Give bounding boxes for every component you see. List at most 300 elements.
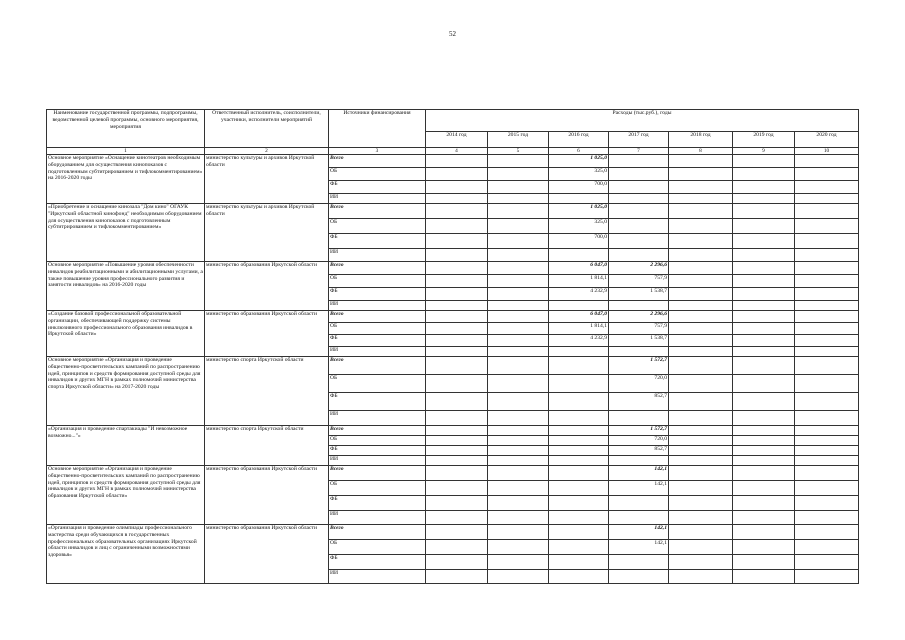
expense-value-cell [488, 466, 549, 481]
expense-value-cell [669, 540, 733, 555]
expense-value-cell [733, 262, 795, 275]
expense-value-cell: 1 572,7 [609, 426, 669, 436]
expense-value-cell [733, 411, 795, 426]
expense-value-cell [549, 511, 609, 525]
funding-source-cell: ОБ [329, 168, 426, 181]
expense-value-cell [669, 219, 733, 234]
expense-value-cell [426, 540, 488, 555]
column-number: 8 [669, 148, 733, 155]
expense-value-cell [733, 393, 795, 411]
expense-value-cell: 1 025,0 [549, 204, 609, 219]
expense-value-cell: 4 232,9 [549, 335, 609, 347]
table-row [47, 204, 859, 219]
expense-value-cell [795, 311, 859, 323]
expense-value-cell [609, 301, 669, 311]
funding-source-cell: ИИ [329, 347, 426, 357]
expense-value-cell [733, 375, 795, 393]
expense-value-cell [795, 466, 859, 481]
expense-value-cell [795, 357, 859, 375]
funding-source-cell: Всего [329, 525, 426, 540]
expense-value-cell [669, 234, 733, 249]
expense-value-cell [733, 204, 795, 219]
expense-value-cell [733, 168, 795, 181]
expense-value-cell [426, 262, 488, 275]
expense-value-cell [426, 301, 488, 311]
expense-value-cell [426, 411, 488, 426]
expense-value-cell [669, 456, 733, 466]
expense-value-cell [733, 555, 795, 570]
expense-value-cell [426, 481, 488, 496]
funding-source-cell: Всего [329, 311, 426, 323]
column-number: 7 [609, 148, 669, 155]
expense-value-cell [795, 347, 859, 357]
expense-value-cell [549, 436, 609, 446]
expense-value-cell [669, 511, 733, 525]
header-expenses: Расходы (тыс.руб.), годы [426, 110, 859, 132]
funding-source-cell: ИИ [329, 511, 426, 525]
expense-value-cell [669, 375, 733, 393]
expense-value-cell [795, 555, 859, 570]
funding-source-cell: ОБ [329, 481, 426, 496]
expense-value-cell [549, 411, 609, 426]
funding-source-cell: Всего [329, 357, 426, 375]
funding-source-cell: ОБ [329, 219, 426, 234]
expense-value-cell [733, 181, 795, 194]
expense-value-cell [488, 393, 549, 411]
expense-value-cell [733, 323, 795, 335]
expense-value-cell [795, 393, 859, 411]
expense-value-cell [488, 570, 549, 584]
table-body [47, 155, 859, 584]
expense-value-cell [733, 335, 795, 347]
expense-value-cell [733, 436, 795, 446]
expense-value-cell [426, 219, 488, 234]
expense-value-cell [488, 249, 549, 262]
expense-value-cell [488, 335, 549, 347]
expense-value-cell [426, 204, 488, 219]
funding-source-cell: ФБ [329, 181, 426, 194]
expense-value-cell: 2 296,6 [609, 262, 669, 275]
expense-value-cell: 1 538,7 [609, 288, 669, 301]
expense-value-cell [609, 411, 669, 426]
table-row [47, 262, 859, 275]
expense-value-cell [488, 347, 549, 357]
funding-source-cell: ОБ [329, 540, 426, 555]
header-executor: Ответственный исполнитель, соисполнители, участники, исполнители мероприятий [205, 110, 329, 148]
executor-cell: министерство образования Иркутской области [205, 466, 329, 525]
expense-value-cell [669, 194, 733, 204]
expense-value-cell [609, 456, 669, 466]
funding-source-cell: ОБ [329, 375, 426, 393]
header-year: 2014 год [426, 132, 488, 148]
expense-value-cell [669, 393, 733, 411]
table-row [47, 155, 859, 168]
expense-value-cell [733, 347, 795, 357]
column-number: 4 [426, 148, 488, 155]
expense-value-cell [426, 323, 488, 335]
funding-source-cell: Всего [329, 204, 426, 219]
header-source: Источники финансирования [329, 110, 426, 148]
expense-value-cell [549, 426, 609, 436]
program-name-cell: Основное мероприятие «Повышение уровня обеспеченности инвалидов реабилитационными и абилитационными услугами, а также повышение уровня профессионального развития и занятости инвалидов» на 2016-2020 годы [47, 262, 205, 311]
expense-value-cell [795, 411, 859, 426]
program-name-cell: «Создание базовой профессиональной образовательной организации, обеспечивающей поддержку системы инклюзивного профессионального образования инвалидов в Иркутской области» [47, 311, 205, 357]
expense-value-cell [733, 570, 795, 584]
expense-value-cell [488, 446, 549, 456]
header-program: Наименование государственной программы, подпрограммы, ведомственной целевой программы, основного мероприятия, мероприятия [47, 110, 205, 148]
expense-value-cell [795, 426, 859, 436]
expense-value-cell [549, 393, 609, 411]
expense-value-cell [733, 234, 795, 249]
expense-value-cell [488, 357, 549, 375]
expense-value-cell: 700,0 [549, 234, 609, 249]
expense-value-cell: 720,0 [609, 436, 669, 446]
expense-value-cell [426, 181, 488, 194]
program-name-cell: «Организация и проведение спартакиады "И невозможное возможно..."» [47, 426, 205, 466]
funding-source-cell: ФБ [329, 393, 426, 411]
expense-value-cell [488, 496, 549, 511]
expense-value-cell [488, 375, 549, 393]
expense-value-cell: 1 025,0 [549, 155, 609, 168]
expense-value-cell [669, 311, 733, 323]
expense-value-cell [426, 335, 488, 347]
expense-value-cell [609, 168, 669, 181]
funding-source-cell: ИИ [329, 411, 426, 426]
expense-value-cell [669, 155, 733, 168]
expense-value-cell [426, 436, 488, 446]
expense-value-cell [669, 347, 733, 357]
executor-cell: министерство образования Иркутской области [205, 311, 329, 357]
expense-value-cell [795, 262, 859, 275]
expense-value-cell [488, 555, 549, 570]
expense-value-cell [426, 275, 488, 288]
expense-value-cell [549, 496, 609, 511]
expense-value-cell [795, 496, 859, 511]
expense-value-cell [669, 446, 733, 456]
column-number: 6 [549, 148, 609, 155]
expense-value-cell [426, 311, 488, 323]
executor-cell: министерство спорта Иркутской области [205, 426, 329, 466]
table-row [47, 311, 859, 323]
funding-source-cell: Всего [329, 466, 426, 481]
expense-value-cell [549, 249, 609, 262]
funding-source-cell: ОБ [329, 323, 426, 335]
expense-value-cell [795, 204, 859, 219]
expense-value-cell: 757,9 [609, 275, 669, 288]
expense-value-cell [669, 481, 733, 496]
expense-value-cell [795, 446, 859, 456]
expense-value-cell [426, 393, 488, 411]
expense-value-cell [488, 275, 549, 288]
table-row [47, 525, 859, 540]
expense-value-cell [426, 194, 488, 204]
expense-value-cell [795, 181, 859, 194]
expense-value-cell [669, 262, 733, 275]
expense-value-cell [669, 555, 733, 570]
expense-value-cell [426, 249, 488, 262]
column-number: 5 [488, 148, 549, 155]
expense-value-cell [669, 275, 733, 288]
executor-cell: министерство культуры и архивов Иркутской области [205, 155, 329, 204]
funding-source-cell: ИИ [329, 456, 426, 466]
column-number: 1 [47, 148, 205, 155]
expense-value-cell [488, 481, 549, 496]
expense-value-cell [488, 426, 549, 436]
expense-value-cell [795, 288, 859, 301]
expense-value-cell [488, 262, 549, 275]
expense-value-cell [733, 155, 795, 168]
funding-source-cell: Всего [329, 426, 426, 436]
funding-source-cell: ИИ [329, 249, 426, 262]
expense-value-cell [488, 288, 549, 301]
expense-value-cell [669, 335, 733, 347]
expense-value-cell [733, 426, 795, 436]
expense-value-cell [549, 301, 609, 311]
expense-value-cell [426, 155, 488, 168]
expense-value-cell [426, 511, 488, 525]
expense-value-cell [669, 411, 733, 426]
funding-source-cell: ИИ [329, 194, 426, 204]
expense-value-cell [488, 323, 549, 335]
expense-value-cell: 2 296,6 [609, 311, 669, 323]
expense-value-cell [426, 466, 488, 481]
column-numbers-row [47, 148, 859, 155]
expense-value-cell [795, 323, 859, 335]
expense-value-cell [426, 375, 488, 393]
expense-value-cell [549, 481, 609, 496]
expense-value-cell [488, 204, 549, 219]
column-number: 3 [329, 148, 426, 155]
executor-cell: министерство спорта Иркутской области [205, 357, 329, 426]
expense-value-cell [426, 555, 488, 570]
expense-value-cell: 142,1 [609, 540, 669, 555]
expense-value-cell [488, 540, 549, 555]
expense-value-cell [488, 411, 549, 426]
executor-cell: министерство образования Иркутской области [205, 525, 329, 584]
funding-source-cell: ФБ [329, 335, 426, 347]
expense-value-cell [795, 234, 859, 249]
column-number: 10 [795, 148, 859, 155]
expense-value-cell [426, 426, 488, 436]
expense-value-cell [733, 511, 795, 525]
expense-value-cell [733, 446, 795, 456]
expense-value-cell: 852,7 [609, 393, 669, 411]
expense-value-cell [609, 181, 669, 194]
expense-value-cell [426, 496, 488, 511]
expense-value-cell [426, 288, 488, 301]
column-number: 9 [733, 148, 795, 155]
expense-value-cell [488, 219, 549, 234]
expense-value-cell [733, 496, 795, 511]
expense-value-cell [609, 496, 669, 511]
expense-value-cell [609, 511, 669, 525]
expense-value-cell [549, 456, 609, 466]
program-name-cell: Основное мероприятие «Оснащение кинотеатров необходимым оборудованием для осуществления кинопоказов с подготовленным субтитрированием и тифлокомментированием» на 2016-2020 годы [47, 155, 205, 204]
expense-value-cell [426, 525, 488, 540]
expense-value-cell [549, 347, 609, 357]
expense-value-cell [795, 155, 859, 168]
expense-value-cell [609, 347, 669, 357]
expense-value-cell: 1 814,1 [549, 275, 609, 288]
expense-value-cell [733, 249, 795, 262]
expense-value-cell [795, 249, 859, 262]
expense-value-cell [669, 436, 733, 446]
expense-value-cell [795, 481, 859, 496]
funding-source-cell: ОБ [329, 275, 426, 288]
expense-value-cell: 6 047,0 [549, 311, 609, 323]
expense-value-cell [669, 181, 733, 194]
expense-value-cell [426, 570, 488, 584]
expense-value-cell: 325,0 [549, 168, 609, 181]
funding-source-cell: ОБ [329, 436, 426, 446]
header-year: 2017 год [609, 132, 669, 148]
expense-value-cell [669, 249, 733, 262]
expense-value-cell [669, 204, 733, 219]
expense-value-cell [795, 168, 859, 181]
expense-value-cell [549, 540, 609, 555]
executor-cell: министерство образования Иркутской области [205, 262, 329, 311]
expense-value-cell [669, 357, 733, 375]
expense-value-cell [609, 570, 669, 584]
expense-value-cell: 4 232,9 [549, 288, 609, 301]
funding-source-cell: Всего [329, 262, 426, 275]
funding-source-cell: ИИ [329, 570, 426, 584]
expense-value-cell [733, 288, 795, 301]
expense-value-cell: 720,0 [609, 375, 669, 393]
expense-value-cell [488, 511, 549, 525]
expense-value-cell [795, 375, 859, 393]
expense-value-cell [669, 301, 733, 311]
expense-value-cell [795, 301, 859, 311]
expense-value-cell [669, 323, 733, 335]
expense-value-cell [795, 570, 859, 584]
funding-source-cell: ФБ [329, 446, 426, 456]
expense-value-cell [609, 555, 669, 570]
expense-value-cell [488, 301, 549, 311]
expense-value-cell: 325,0 [549, 219, 609, 234]
expense-value-cell: 1 814,1 [549, 323, 609, 335]
expense-value-cell [488, 234, 549, 249]
table-row [47, 426, 859, 436]
expense-value-cell [426, 446, 488, 456]
header-year: 2016 год [549, 132, 609, 148]
expense-value-cell [795, 436, 859, 446]
expense-value-cell [669, 426, 733, 436]
header-year: 2015 год [488, 132, 549, 148]
expense-value-cell [488, 194, 549, 204]
expense-value-cell [733, 357, 795, 375]
expense-value-cell [733, 194, 795, 204]
funding-source-cell: ФБ [329, 555, 426, 570]
budget-table [46, 109, 859, 584]
expense-value-cell [733, 525, 795, 540]
expense-value-cell [795, 456, 859, 466]
expense-value-cell: 1 538,7 [609, 335, 669, 347]
expense-value-cell [669, 466, 733, 481]
expense-value-cell: 142,1 [609, 525, 669, 540]
program-name-cell: «Приобретение и оснащение кинозала "Дом кино" ОГАУК "Иркутский областной кинофонд" необходимым оборудованием для осуществления кинопоказов с подготовленным субтитрированием и тифлокомментированием» [47, 204, 205, 262]
expense-value-cell [488, 311, 549, 323]
expense-value-cell: 6 047,0 [549, 262, 609, 275]
expense-value-cell: 852,7 [609, 446, 669, 456]
expense-value-cell [488, 436, 549, 446]
expense-value-cell [488, 181, 549, 194]
funding-source-cell: Всего [329, 155, 426, 168]
expense-value-cell [795, 219, 859, 234]
expense-value-cell [488, 525, 549, 540]
expense-value-cell [426, 168, 488, 181]
expense-value-cell [609, 194, 669, 204]
expense-value-cell [549, 357, 609, 375]
expense-value-cell [733, 481, 795, 496]
expense-value-cell [426, 347, 488, 357]
program-name-cell: Основное мероприятие «Организация и проведение общественно-просветительских кампаний по распространению идей, принципов и средств формирования доступной среды для инвалидов и других МГН в рамках полномочий министерства образования Иркутской области» [47, 466, 205, 525]
header-year: 2019 год [733, 132, 795, 148]
expense-value-cell [733, 301, 795, 311]
expense-value-cell [609, 155, 669, 168]
expense-value-cell [795, 540, 859, 555]
funding-source-cell: ФБ [329, 496, 426, 511]
expense-value-cell [733, 219, 795, 234]
expense-value-cell: 142,1 [609, 466, 669, 481]
expense-value-cell [795, 525, 859, 540]
expense-value-cell [733, 466, 795, 481]
expense-value-cell [733, 456, 795, 466]
expense-value-cell [669, 496, 733, 511]
expense-value-cell [733, 275, 795, 288]
table-row [47, 466, 859, 481]
expense-value-cell [549, 555, 609, 570]
expense-value-cell [609, 234, 669, 249]
expense-value-cell [488, 456, 549, 466]
expense-value-cell [795, 335, 859, 347]
expense-value-cell [426, 357, 488, 375]
funding-source-cell: ИИ [329, 301, 426, 311]
expense-value-cell [609, 204, 669, 219]
header-year: 2018 год [669, 132, 733, 148]
expense-value-cell [609, 219, 669, 234]
expense-value-cell [609, 249, 669, 262]
expense-value-cell [426, 456, 488, 466]
expense-value-cell [549, 570, 609, 584]
program-name-cell: Основное мероприятие «Организация и проведение общественно-просветительских кампаний по распространению идей, принципов и средств формирования доступной среды для инвалидов и других МГН в рамках полномочий министерства спорта Иркутской области» на 2017-2020 годы [47, 357, 205, 426]
expense-value-cell: 700,0 [549, 181, 609, 194]
expense-value-cell [733, 311, 795, 323]
column-number: 2 [205, 148, 329, 155]
expense-value-cell [669, 288, 733, 301]
expense-value-cell [549, 466, 609, 481]
program-name-cell: «Организация и проведение олимпиады профессионального мастерства среди обучающихся в государственных профессиональных образовательных организациях Иркутской области инвалидов и лиц с ограниченными возможностями здоровья» [47, 525, 205, 584]
expense-value-cell [549, 194, 609, 204]
expense-value-cell [488, 168, 549, 181]
expense-value-cell [549, 446, 609, 456]
expense-value-cell: 142,1 [609, 481, 669, 496]
expense-value-cell [549, 525, 609, 540]
funding-source-cell: ФБ [329, 288, 426, 301]
expense-value-cell [795, 275, 859, 288]
expense-value-cell [669, 570, 733, 584]
expense-value-cell [795, 194, 859, 204]
expense-value-cell [669, 168, 733, 181]
expense-value-cell [488, 155, 549, 168]
page-number: 52 [449, 30, 456, 38]
expense-value-cell [733, 540, 795, 555]
table-row [47, 357, 859, 375]
expense-value-cell [549, 375, 609, 393]
funding-source-cell: ФБ [329, 234, 426, 249]
expense-value-cell [669, 525, 733, 540]
expense-value-cell: 1 572,7 [609, 357, 669, 375]
